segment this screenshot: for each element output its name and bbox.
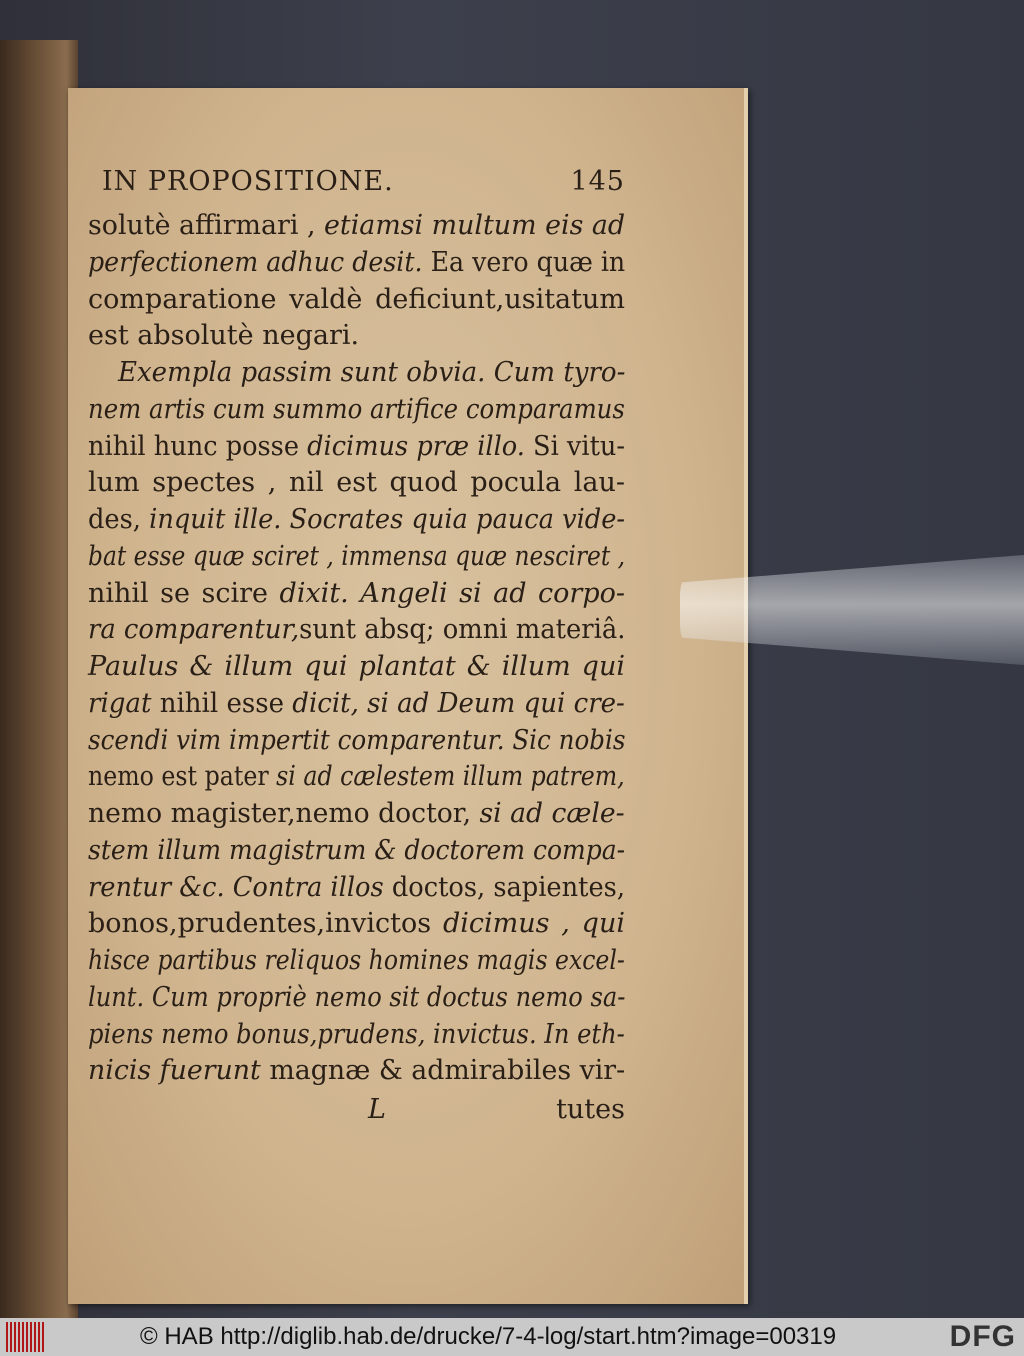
text-segment: perfectionem adhuc desit. (88, 246, 423, 278)
text-segment: dicimus , qui (442, 908, 625, 940)
text-line (88, 318, 625, 355)
text-body (88, 208, 625, 1090)
text-line (88, 686, 625, 723)
text-line (88, 429, 625, 466)
text-segment: nemo est pater (88, 761, 277, 793)
dfg-logo: DFG (949, 1320, 1016, 1353)
text-segment: dicimus præ illo. (307, 430, 525, 462)
text-segment: etiamsi multum eis ad (324, 210, 626, 241)
text-segment: Si vitu- (524, 430, 626, 462)
text-line (88, 465, 625, 502)
hab-logo-icon (6, 1322, 46, 1352)
text-segment: nihil hunc posse (88, 430, 308, 462)
text-line (88, 1017, 625, 1054)
text-segment: si ad cælestem illum patrem, (276, 761, 625, 793)
text-segment: rigat (88, 687, 152, 719)
text-line (88, 1053, 625, 1090)
text-segment: nem artis cum summo artifice comparamus (88, 393, 625, 425)
text-segment: Exempla passim sunt obvia. Cum tyro- (118, 357, 626, 388)
text-segment: hisce partibus reliquos homines magis excel- (88, 945, 625, 976)
text-segment: des, (88, 504, 150, 535)
text-segment: nemo magister,nemo doctor, (88, 798, 480, 829)
page-text (88, 166, 625, 1130)
text-line (88, 282, 625, 319)
text-segment: ra comparentur, (88, 614, 300, 646)
text-segment: est absolutè negari. (88, 320, 360, 352)
facing-page-edge (0, 40, 78, 1318)
text-segment: bat esse quæ sciret , immensa quæ nesciret , (88, 540, 626, 572)
text-segment: lum spectes , nil est quod pocula lau- (88, 467, 625, 499)
text-line (88, 502, 625, 539)
text-line (88, 870, 625, 907)
text-line (88, 943, 625, 980)
text-line (88, 649, 625, 686)
signature-mark: L (368, 1094, 386, 1125)
text-segment: dicit, si ad Deum qui cre- (292, 687, 625, 719)
page-footer-line (88, 1090, 625, 1130)
text-line (88, 539, 625, 576)
text-segment: inquit ille. Socrates quia pauca vide- (149, 504, 626, 535)
text-segment: nihil se scire (88, 577, 280, 609)
text-line (88, 208, 625, 245)
text-segment: nicis fuerunt (88, 1055, 261, 1087)
text-line (88, 355, 625, 392)
footer-bar (0, 1318, 1024, 1356)
text-segment: dixit. Angeli si ad corpo- (279, 577, 625, 609)
text-segment: stem illum magistrum & doctorem compa- (88, 834, 626, 866)
text-line (88, 245, 625, 282)
text-segment: magnæ & admirabiles vir- (260, 1055, 626, 1087)
page-number: 145 (570, 166, 625, 197)
text-line (88, 759, 625, 796)
page-header (88, 166, 625, 208)
running-head: IN PROPOSITIONE. (102, 166, 394, 197)
text-line (88, 906, 625, 943)
text-segment: Paulus & illum qui plantat & illum qui (88, 651, 625, 682)
text-line (88, 980, 625, 1017)
text-segment: piens nemo bonus,prudens, invictus. In eth- (88, 1018, 625, 1050)
text-segment: doctos, sapientes, (383, 871, 625, 903)
text-line (88, 833, 625, 870)
text-segment: sunt absq; omni materiâ. (299, 614, 626, 646)
text-segment: nihil esse (151, 687, 293, 719)
text-segment: Ea vero quæ in (422, 246, 626, 278)
text-line (88, 392, 625, 429)
text-line (88, 612, 625, 649)
text-segment: rentur &c. Contra illos (88, 871, 384, 903)
copyright-url: © HAB http://diglib.hab.de/drucke/7-4-log/start.htm?image=00319 (140, 1323, 837, 1350)
text-segment: lunt. Cum propriè nemo sit doctus nemo sa- (88, 981, 626, 1013)
text-segment: si ad cæle- (479, 798, 625, 829)
text-line (88, 723, 625, 760)
text-segment: comparatione valdè deficiunt,usitatum (88, 283, 625, 315)
text-line (88, 796, 625, 833)
text-segment: scendi vim impertit comparentur. Sic nobis (88, 724, 626, 756)
catchword: tutes (556, 1094, 625, 1125)
text-segment: solutè affirmari , (88, 210, 325, 241)
text-line (88, 576, 625, 613)
text-segment: bonos,prudentes,invictos (88, 908, 443, 940)
